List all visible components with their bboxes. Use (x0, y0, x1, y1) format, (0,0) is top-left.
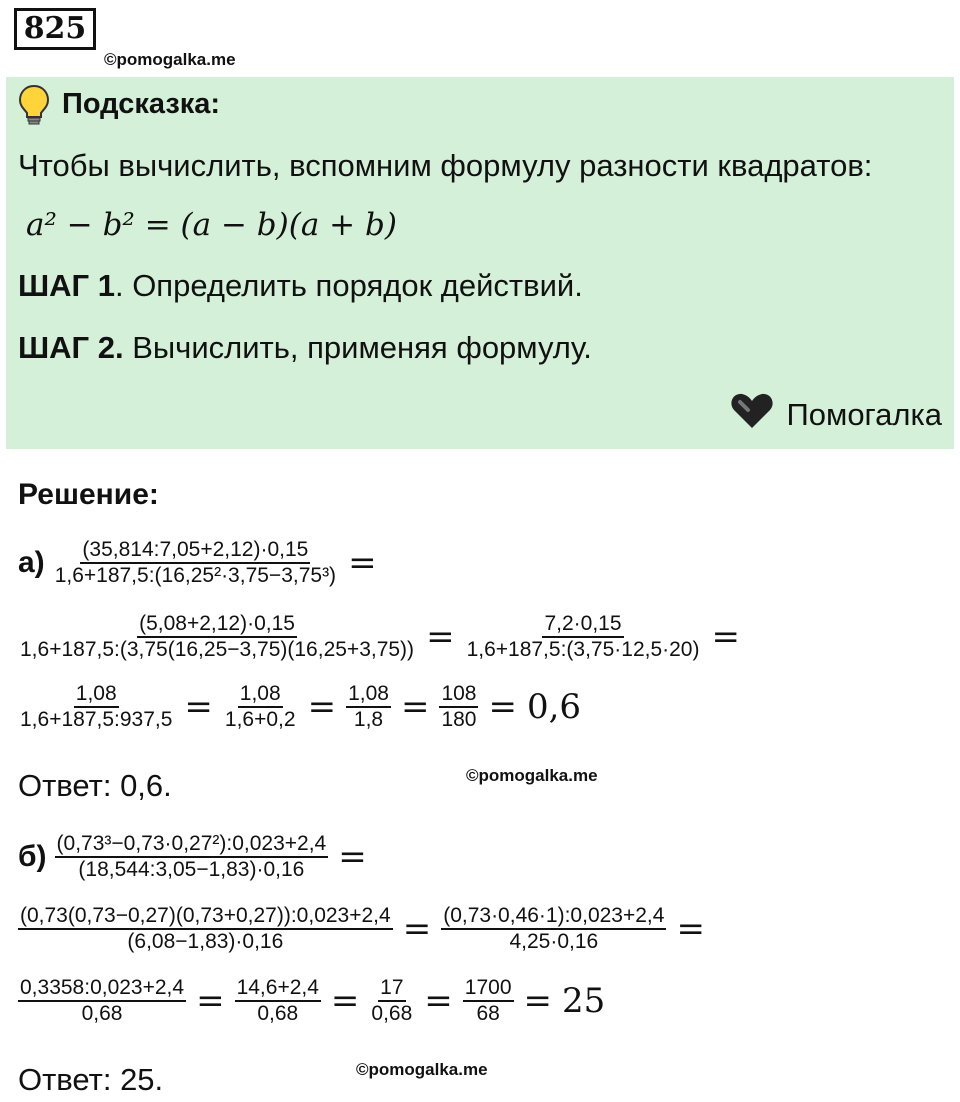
fraction: $\frac{(35,814:7,05+2,12)\cdot 0,15}{\text{1,6+187,5:(16,25²·3,75−3,75³)}}$ (54, 538, 337, 587)
brand-name: Помогалка (786, 397, 942, 432)
heart-icon (730, 392, 774, 438)
part-b-label: б) (18, 840, 47, 873)
fraction: $\frac{17}{0,68}$ (371, 976, 413, 1025)
part-b-line-3: $\frac{0,3358:0,023+2,4}{0,68}$ = $\frac{14,6+2,4}{0,68}$ = $\frac{17}{0,68}$ = $\frac{1700}{68}$ = 25 (20, 976, 606, 1025)
part-a-line-3: $\frac{1,08}{1,6+187,5:937,5}$ = $\frac{1,08}{1,6+0,2}$ = $\frac{1,08}{1,8}$ = $\frac{108}{180}$ = 0,6 (20, 682, 582, 731)
fraction: $\frac{0,3358:0,023+2,4}{0,68}$ (20, 976, 185, 1025)
part-b-line-2: $\frac{(0,73(0,73-0,27)(0,73+0,27)):0,023+2,4}{(6,08-1,83)\cdot 0,16}$ = $\frac{(0,73\cdot 0,46\cdot 1):0,023+2,4}{4,25\cdot 0,16}$ = (20, 904, 705, 953)
watermark-bottom: ©pomogalka.me (356, 1060, 488, 1079)
step-1: ШАГ 1. Определить порядок действий. (18, 268, 583, 303)
fraction: $\frac{1,08}{1,8}$ (348, 682, 389, 731)
fraction: $\frac{7,2\cdot 0,15}{1,6+187,5:(3,75\cdot 12,5\cdot 20)}$ (466, 612, 700, 661)
part-b-answer: Ответ: 25. (18, 1062, 164, 1097)
hint-title: Подсказка: (62, 88, 221, 120)
problem-number: 825 (14, 8, 96, 50)
fraction: $\frac{1,08}{1,6+187,5:937,5}$ (20, 682, 173, 731)
fraction: $\frac{1,08}{1,6+0,2}$ (224, 682, 296, 731)
brand (730, 392, 942, 438)
fraction: $\frac{(5,08+2,12)\cdot 0,15}{1,6+187,5:(3,75(16,25-3,75)(16,25+3,75))}$ (20, 612, 415, 661)
fraction: $\frac{1700}{68}$ (464, 976, 512, 1025)
fraction: $\frac{\text{(0,73³−0,73·0,27²):0,023+2,4}}{(18,544:3,05-1,83)\cdot 0,16}$ (56, 832, 327, 881)
part-b-result: 25 (562, 981, 606, 1021)
fraction: $\frac{(0,73(0,73-0,27)(0,73+0,27)):0,023+2,4}{(6,08-1,83)\cdot 0,16}$ (20, 904, 391, 953)
part-a-line-2: $\frac{(5,08+2,12)\cdot 0,15}{1,6+187,5:(3,75(16,25-3,75)(16,25+3,75))}$ = $\frac{7,2\cdot 0,15}{1,6+187,5:(3,75\cdot 12,5\cdot 20)}$ = (20, 612, 740, 661)
fraction: $\frac{108}{180}$ (441, 682, 477, 731)
fraction: $\frac{14,6+2,4}{0,68}$ (236, 976, 319, 1025)
part-a-line-1: а) $\frac{(35,814:7,05+2,12)\cdot 0,15}{\text{1,6+187,5:(16,25²·3,75−3,75³)}}$ = (18, 538, 377, 587)
part-a-result: 0,6 (526, 687, 582, 727)
part-a-answer: Ответ: 0,6. (18, 768, 172, 803)
part-a-label: а) (18, 546, 45, 579)
step-2: ШАГ 2. Вычислить, применяя формулу. (18, 330, 592, 365)
part-b-line-1: б) $\frac{\text{(0,73³−0,73·0,27²):0,023+2,4}}{(18,544:3,05-1,83)\cdot 0,16}$ = (18, 832, 367, 881)
difference-of-squares-formula: a² − b² = (a − b)(a + b) (26, 207, 397, 243)
lightbulb-icon (18, 84, 50, 131)
watermark-middle: ©pomogalka.me (466, 766, 598, 785)
solution-title: Решение: (18, 478, 159, 511)
fraction: $\frac{(0,73\cdot 0,46\cdot 1):0,023+2,4}{4,25\cdot 0,16}$ (443, 904, 665, 953)
hint-text: Чтобы вычислить, вспомним формулу разности квадратов: (18, 148, 873, 183)
watermark-top: ©pomogalka.me (104, 50, 236, 69)
